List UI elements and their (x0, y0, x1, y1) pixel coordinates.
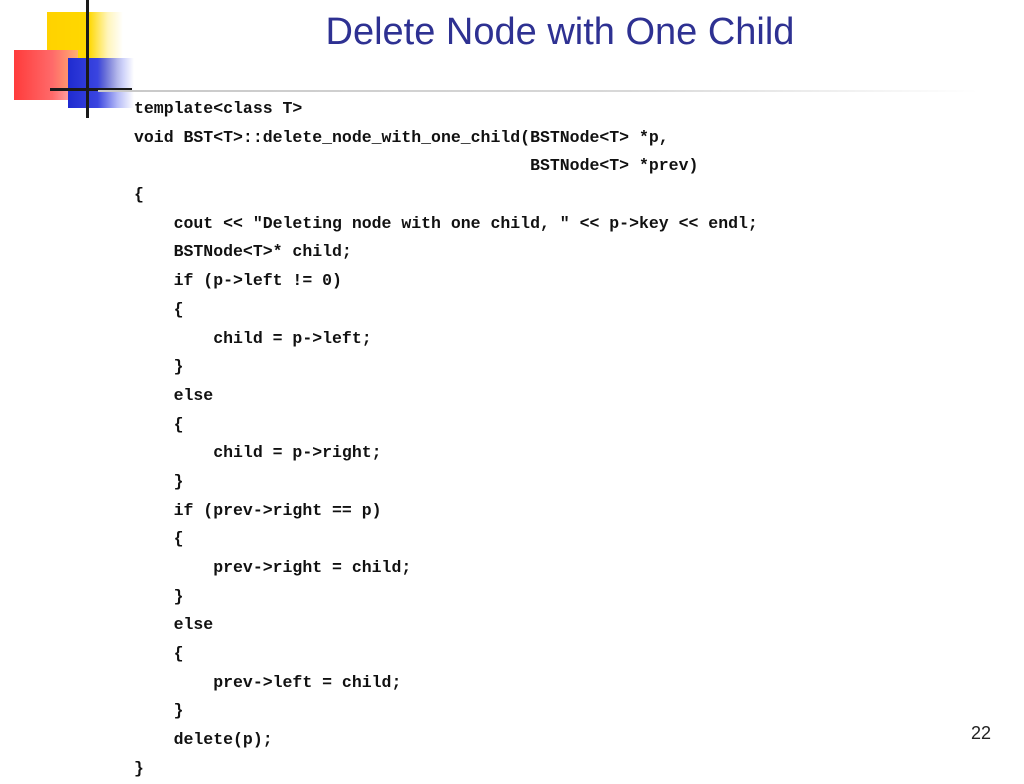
code-line: } (134, 701, 184, 721)
code-line: } (134, 471, 184, 491)
logo-blue-square (68, 58, 134, 108)
code-line: { (134, 185, 144, 205)
code-line: delete(p); (134, 730, 273, 750)
title-divider (98, 90, 978, 92)
code-line: child = p->right; (134, 443, 382, 463)
code-line: prev->left = child; (134, 672, 402, 692)
code-line: { (134, 299, 184, 319)
code-line: if (prev->right == p) (134, 500, 382, 520)
code-line: BSTNode<T> *prev) (134, 156, 699, 176)
code-line: } (134, 357, 184, 377)
logo-vertical-line (86, 0, 89, 118)
code-line: } (134, 758, 144, 778)
code-line: else (134, 615, 214, 635)
code-line: void BST<T>::delete_node_with_one_child(BSTNode<T> *p, (134, 127, 669, 147)
code-block (134, 95, 758, 784)
code-line: { (134, 414, 184, 434)
page-number: 22 (970, 723, 991, 743)
code-line: child = p->left; (134, 328, 372, 348)
code-line: cout << "Deleting node with one child, " << p->key << endl; (134, 213, 758, 233)
slide-title: Delete Node with One Child (325, 11, 795, 53)
code-line: template<class T> (134, 99, 303, 118)
code-line: BSTNode<T>* child; (134, 242, 352, 262)
code-line: { (134, 644, 184, 664)
code-line: if (p->left != 0) (134, 271, 342, 291)
code-line: else (134, 385, 214, 405)
code-line: { (134, 529, 184, 549)
code-line: } (134, 586, 184, 606)
code-line: prev->right = child; (134, 558, 412, 577)
